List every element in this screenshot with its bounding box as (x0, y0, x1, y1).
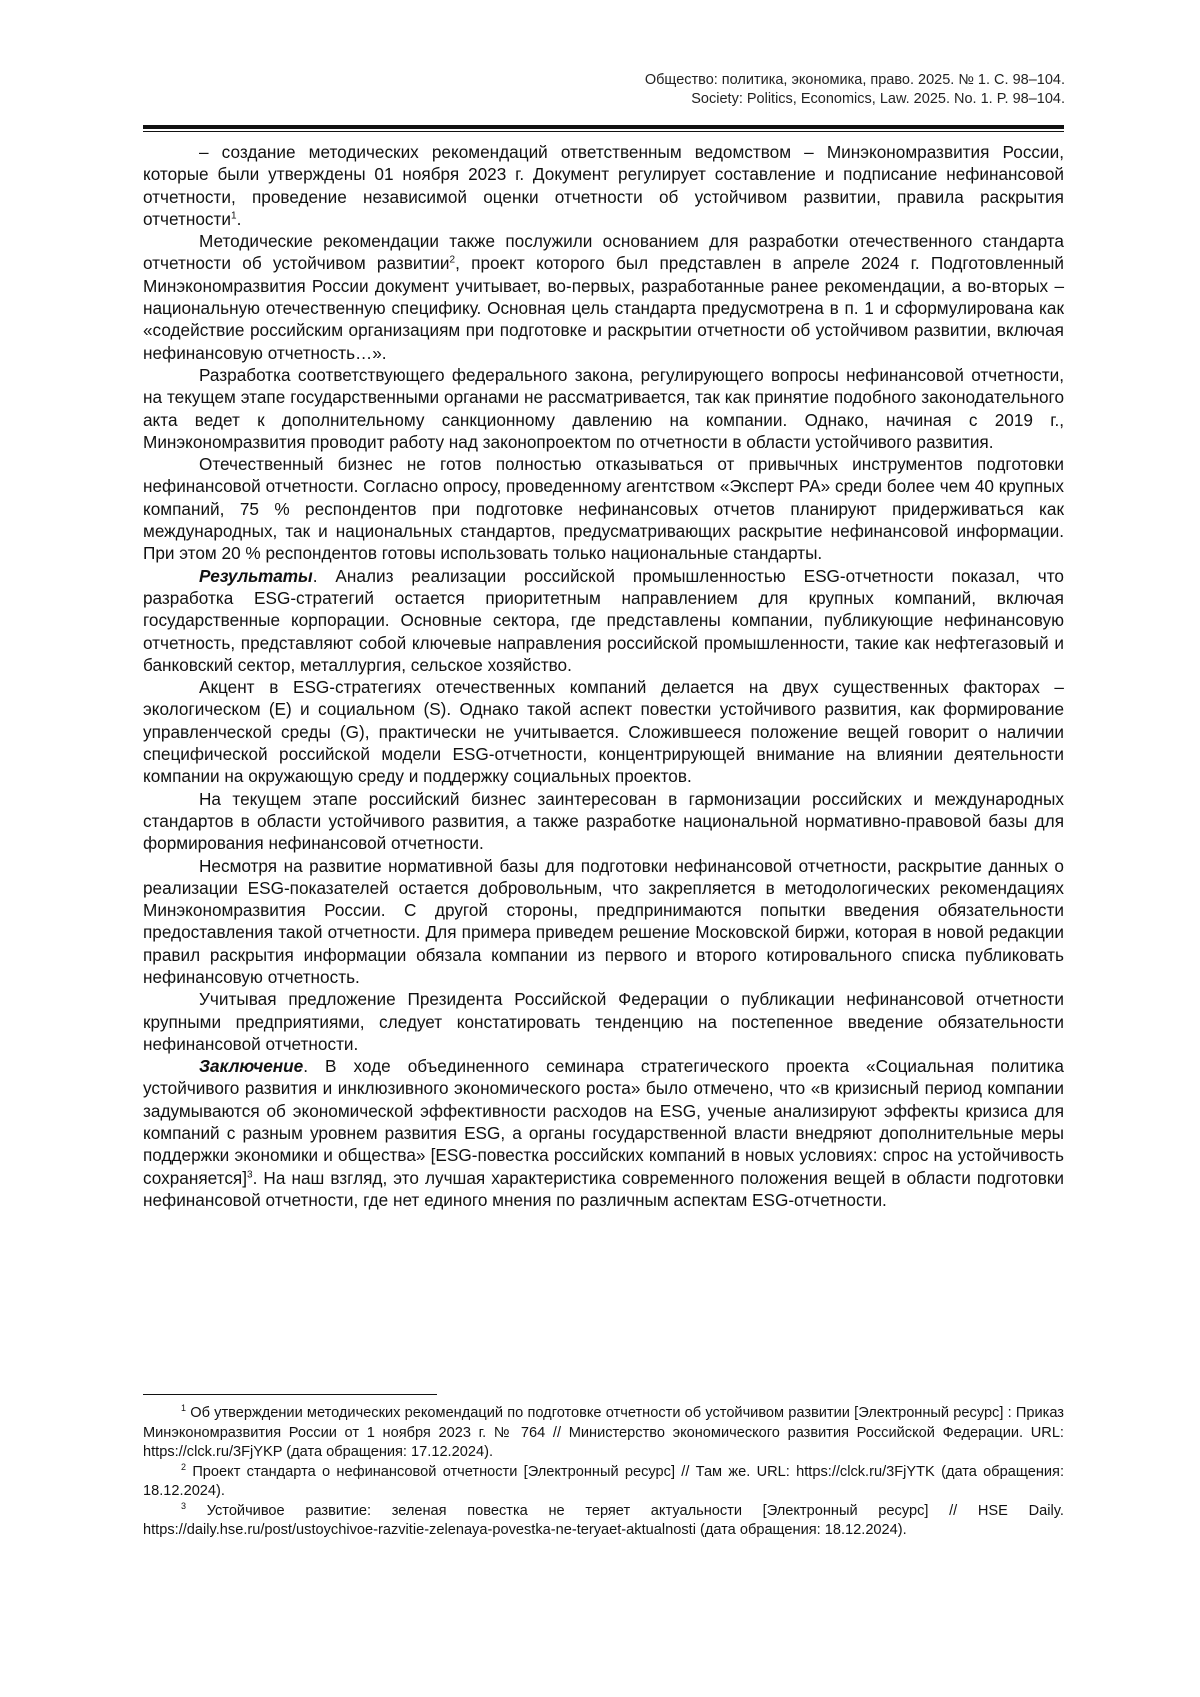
paragraph-7: На текущем этапе российский бизнес заинтересован в гармонизации российских и международных стандартов в области устойчивого развития, а также разработке национальной нормативно-правовой базы для формирования нефинансовой отчетности. (143, 788, 1064, 854)
paragraph-9: Учитывая предложение Президента Российской Федерации о публикации нефинансовой отчетности крупными предприятиями, следует констатировать тенденцию на постепенное введение обязательности нефинансовой отчетности. (143, 989, 1064, 1054)
paragraph-6: Акцент в ESG-стратегиях отечественных компаний делается на двух существенных факторах – экологическом (E) и социальном (S). Однако такой аспект повестки устойчивого развития, как формирование управленческой среды (G), практически не учитывается. Сложившееся положение вещей говорит о наличии специфической российской модели ESG-отчетности, концентрирующей внимание на влиянии деятельности компании на окружающую среду и поддержку социальных проектов. (143, 677, 1064, 787)
paragraph-conclusion: Заключение. В ходе объединенного семинара стратегического проекта «Социальная политика устойчивого развития и инклюзивного экономического роста» было отмечено, что «в кризисный период компании задумываются об экономической эффективности расходов на ESG, ученые анализируют эффекты кризиса для компаний с разным уровнем развития ESG, а органы государственной власти внедряют дополнительные меры поддержки экономики и общества» [ESG-повестка российских компаний в новых условиях: спрос на устойчивость сохраняется]$^3$. На наш взгляд, это лучшая характеристика современного положения вещей в области подготовки нефинансовой отчетности, где нет единого мнения по различным аспектам ESG-отчетности. (143, 1056, 1064, 1210)
results-heading: Результаты (199, 565, 313, 586)
footnote-separator (143, 1394, 437, 1395)
footnote-2: $^2$ Проект стандарта о нефинансовой отчетности [Электронный ресурс] // Там же. URL: https://clck.ru/3FjYTK (дата обращения: 18.12.2024). (143, 1461, 1065, 1499)
footnote-ref-2[interactable]: 2 (449, 254, 456, 266)
paragraph-4: Отечественный бизнес не готов полностью отказываться от привычных инструментов подготовки нефинансовой отчетности. Согласно опросу, проведенному агентством «Эксперт РА» среди более чем 40 крупных компаний, 75 % респондентов при подготовке нефинансовых отчетов планируют придерживаться как международных, так и национальных стандартов, предусматривающих раскрытие нефинансовой информации. При этом 20 % респондентов готовы использовать только национальные стандарты. (143, 454, 1064, 564)
footnote-ref-3[interactable]: 3 (247, 1168, 253, 1180)
footnote-1: $^1$ Об утверждении методических рекомендаций по подготовке отчетности об устойчивом развитии [Электронный ресурс] : Приказ Минэкономразвития России от 1 ноября 2023 г. № 764 // Министерство экономического развития Российской Федерации. URL: https://clck.ru/3FjYKP (дата обращения: 17.12.2024). (143, 1403, 1064, 1460)
footnotes (143, 1404, 1064, 1541)
paragraph-8: Несмотря на развитие нормативной базы для подготовки нефинансовой отчетности, раскрытие данных о реализации ESG-показателей остается добровольным, что закрепляется в методологических рекомендациях Минэкономразвития России. С другой стороны, предпринимаются попытки введения обязательности предоставления такой отчетности. Для примера приведем решение Московской биржи, которая в новой редакции правил раскрытия информации обязала компании из первого и второго котировального списка публиковать нефинансовую отчетность. (143, 855, 1064, 987)
article-body (143, 141, 1064, 1211)
running-header (645, 71, 1065, 109)
header-line-ru: Общество: политика, экономика, право. 2025. № 1. С. 98–104. (644, 72, 1065, 88)
header-rule-thin (143, 131, 1064, 132)
header-line-en: Society: Politics, Economics, Law. 2025. No. 1. P. 98–104. (691, 91, 1065, 107)
paragraph-3: Разработка соответствующего федерального закона, регулирующего вопросы нефинансовой отчетности, на текущем этапе государственными органами не рассматривается, так как принятие подобного законодательного акта ведет к дополнительному санкционному давлению на компании. Однако, начиная с 2019 г., Минэкономразвития проводит работу над законопроектом по отчетности в области устойчивого развития. (143, 364, 1064, 452)
paragraph-2: Методические рекомендации также послужили основанием для разработки отечественного стандарта отчетности об устойчивом развитии$^2$, проект которого был представлен в апреле 2024 г. Подготовленный Минэкономразвития России документ учитывает, во-первых, разработанные ранее рекомендации, а во-вторых – национальную отечественную специфику. Основная цель стандарта предусмотрена в п. 1 и сформулирована как «содействие российским организациям при подготовке и раскрытии отчетности об устойчивом развитии, включая нефинансовую отчетность…». (143, 231, 1064, 363)
conclusion-heading: Заключение (199, 1056, 304, 1077)
header-rule-thick (143, 125, 1064, 129)
footnote-ref-1[interactable]: 1 (231, 210, 237, 222)
footnote-3: $^3$ Устойчивое развитие: зеленая повестка не теряет актуальности [Электронный ресурс] // HSE Daily. https://daily.hse.ru/post/ustoychivoe-razvitie-zelenaya-povestka-ne-teryaet-aktualnosti (дата обращения: 18.12.2024). (143, 1500, 1064, 1538)
paragraph-results: Результаты. Анализ реализации российской промышленностью ESG-отчетности показал, что разработка ESG-стратегий остается приоритетным направлением для крупных компаний, включая государственные корпорации. Основные сектора, где представлены компании, публикующие нефинансовую отчетность, представляют собой ключевые направления российской промышленности, такие как нефтегазовый и банковский сектор, металлургия, сельское хозяйство. (143, 565, 1064, 675)
paragraph-1: – создание методических рекомендаций ответственным ведомством – Минэкономразвития России, которые были утверждены 01 ноября 2023 г. Документ регулирует составление и подписание нефинансовой отчетности, проведение независимой оценки отчетности об устойчивом развитии, правила раскрытия отчетности$^1$. (143, 142, 1064, 229)
